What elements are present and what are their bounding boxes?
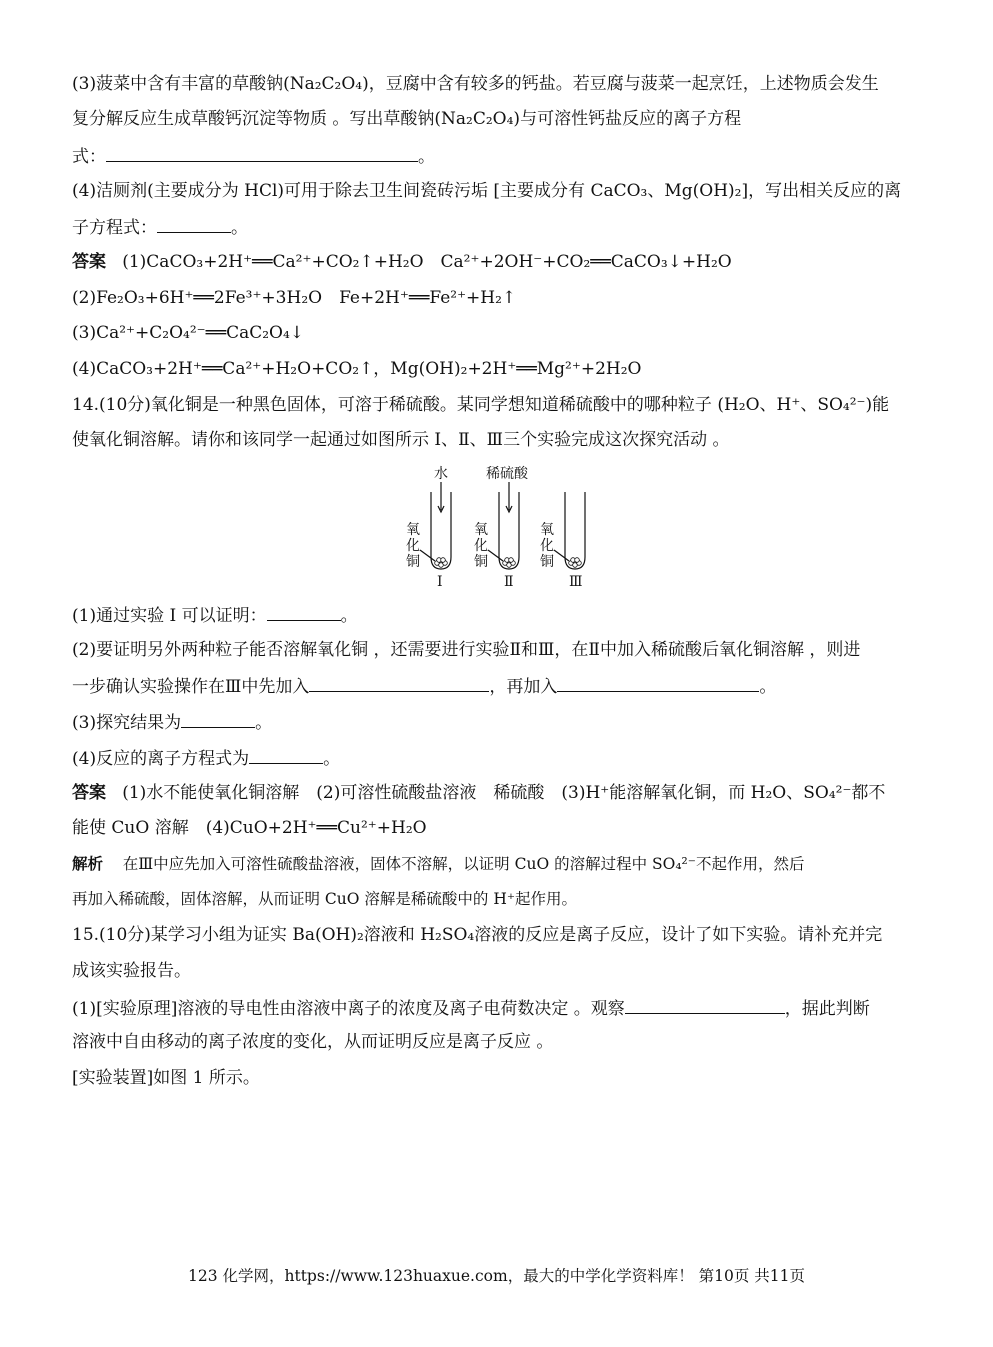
q14-part2-line2 <box>72 673 776 699</box>
q13-part4-suffix: 。 <box>231 218 248 238</box>
answer-blank[interactable] <box>267 602 341 621</box>
q13-answer-2: (2)Fe₂O₃+6H⁺══2Fe³⁺+3H₂O Fe+2H⁺══Fe²⁺+H₂↑ <box>72 288 517 308</box>
q14-part2-middle: ，再加入 <box>489 677 558 697</box>
cuo-label-3: 铜 <box>540 554 554 570</box>
q14-analysis-line1 <box>72 852 804 876</box>
tube-label-3: Ⅲ <box>569 574 583 590</box>
q14-part4-prefix: (4)反应的离子方程式为 <box>72 749 250 769</box>
answer-label: 答案 <box>72 783 106 803</box>
water-label: 水 <box>434 466 448 482</box>
q14-part2-line1: (2)要证明另外两种粒子能否溶解氧化铜 ，还需要进行实验Ⅱ和Ⅲ，在Ⅱ中加入稀硫酸后氧化铜溶解 ，则进 <box>72 640 861 660</box>
test-tube-figure <box>400 462 600 592</box>
q14-part3-prefix: (3)探究结果为 <box>72 713 182 733</box>
tube-label-1: Ⅰ <box>437 574 443 590</box>
answer-blank[interactable] <box>181 709 255 728</box>
answer-blank[interactable] <box>249 745 323 764</box>
q13-part3-line2: 复分解反应生成草酸钙沉淀等物质 。写出草酸钠(Na₂C₂O₄)与可溶性钙盐反应的离子方程 <box>72 109 742 129</box>
q13-answer-4: (4)CaCO₃+2H⁺══Ca²⁺+H₂O+CO₂↑，Mg(OH)₂+2H⁺══Mg²⁺+2H₂O <box>72 359 642 379</box>
q14-part2-prefix: 一步确认实验操作在Ⅲ中先加入 <box>72 677 310 697</box>
answer-blank[interactable] <box>106 143 418 162</box>
q13-part4-line2 <box>72 214 248 240</box>
cuo-label-3: 氧 <box>540 522 554 538</box>
q13-part3-suffix: 。 <box>418 147 435 167</box>
q13-answer-line1 <box>72 250 732 274</box>
cuo-label-1: 氧 <box>406 522 420 538</box>
acid-label: 稀硫酸 <box>486 466 528 482</box>
q14-part2-suffix: 。 <box>759 677 777 697</box>
q15-stem-line1: 15.(10分)某学习小组为证实 Ba(OH)₂溶液和 H₂SO₄溶液的反应是离子反应，设计了如下实验。请补充并完 <box>72 925 883 945</box>
answer-blank[interactable] <box>625 995 785 1014</box>
test-tube-3 <box>565 492 585 569</box>
q13-part3-prefix: 式： <box>72 147 106 167</box>
q15-part1-line1 <box>72 995 870 1021</box>
q14-answer-text: (1)水不能使氧化铜溶解 (2)可溶性硫酸盐溶液 稀硫酸 (3)H⁺能溶解氧化铜，而 H₂O、SO₄²⁻都不 <box>122 783 886 803</box>
q14-analysis-text: 在Ⅲ中应先加入可溶性硫酸盐溶液，固体不溶解，以证明 CuO 的溶解过程中 SO₄²⁻不起作用，然后 <box>122 855 805 873</box>
q13-part3-line1: (3)菠菜中含有丰富的草酸钠(Na₂C₂O₄)，豆腐中含有较多的钙盐。若豆腐与菠菜一起烹饪，上述物质会发生 <box>72 74 879 94</box>
q14-part3-suffix: 。 <box>255 713 273 733</box>
answer-blank[interactable] <box>309 673 489 692</box>
answer-blank[interactable] <box>557 673 759 692</box>
q14-answer-line2: 能使 CuO 溶解 (4)CuO+2H⁺══Cu²⁺+H₂O <box>72 818 427 838</box>
q13-part3-line3 <box>72 143 435 169</box>
q13-part4-prefix: 子方程式： <box>72 218 157 238</box>
q15-part1-line2: 溶液中自由移动的离子浓度的变化，从而证明反应是离子反应 。 <box>72 1032 554 1052</box>
analysis-label: 解析 <box>72 854 104 873</box>
q14-part4 <box>72 745 340 771</box>
cuo-label-1: 铜 <box>406 554 420 570</box>
tube-label-2: Ⅱ <box>504 574 514 590</box>
q14-stem-line2: 使氧化铜溶解。请你和该同学一起通过如图所示 Ⅰ、Ⅱ、Ⅲ三个实验完成这次探究活动 。 <box>72 430 730 450</box>
cuo-label-3: 化 <box>540 538 554 554</box>
q14-part1 <box>72 602 358 628</box>
cuo-particles <box>435 558 582 568</box>
test-tube-diagram <box>400 462 600 592</box>
page-footer: 123 化学网，https://www.123huaxue.com，最大的中学化学资料库！ 第10页 共11页 <box>187 1267 805 1285</box>
q14-analysis-line2: 再加入稀硫酸，固体溶解，从而证明 CuO 溶解是稀硫酸中的 H⁺起作用。 <box>72 890 578 908</box>
answer-blank[interactable] <box>157 214 231 233</box>
cuo-label-1: 化 <box>406 538 420 554</box>
q15-part1-prefix: (1)[实验原理]溶液的导电性由溶液中离子的浓度及离子电荷数决定 。观察 <box>72 999 625 1019</box>
q14-stem-line1: 14.(10分)氧化铜是一种黑色固体，可溶于稀硫酸。某同学想知道稀硫酸中的哪种粒子 (H₂O、H⁺、SO₄²⁻)能 <box>72 395 890 415</box>
q15-stem-line2: 成该实验报告。 <box>72 961 191 981</box>
cuo-label-2: 氧 <box>474 522 488 538</box>
q14-answer-line1 <box>72 781 885 805</box>
q15-part1-suffix: ，据此判断 <box>784 999 870 1019</box>
q15-part1-line3: [实验装置]如图 1 所示。 <box>72 1068 260 1088</box>
q13-part4-line1: (4)洁厕剂(主要成分为 HCl)可用于除去卫生间瓷砖污垢 [主要成分有 CaCO₃、Mg(OH)₂]，写出相关反应的离 <box>72 181 902 201</box>
cuo-label-2: 铜 <box>474 554 488 570</box>
q13-answer-1: (1)CaCO₃+2H⁺══Ca²⁺+CO₂↑+H₂O Ca²⁺+2OH⁻+CO₂══CaCO₃↓+H₂O <box>122 252 732 272</box>
answer-label: 答案 <box>72 252 106 272</box>
q14-part3 <box>72 709 272 735</box>
q13-answer-3: (3)Ca²⁺+C₂O₄²⁻══CaC₂O₄↓ <box>72 323 305 343</box>
cuo-label-2: 化 <box>474 538 488 554</box>
q14-part1-suffix: 。 <box>340 606 358 626</box>
q14-part1-prefix: (1)通过实验 Ⅰ 可以证明： <box>72 606 267 626</box>
q14-part4-suffix: 。 <box>323 749 341 769</box>
